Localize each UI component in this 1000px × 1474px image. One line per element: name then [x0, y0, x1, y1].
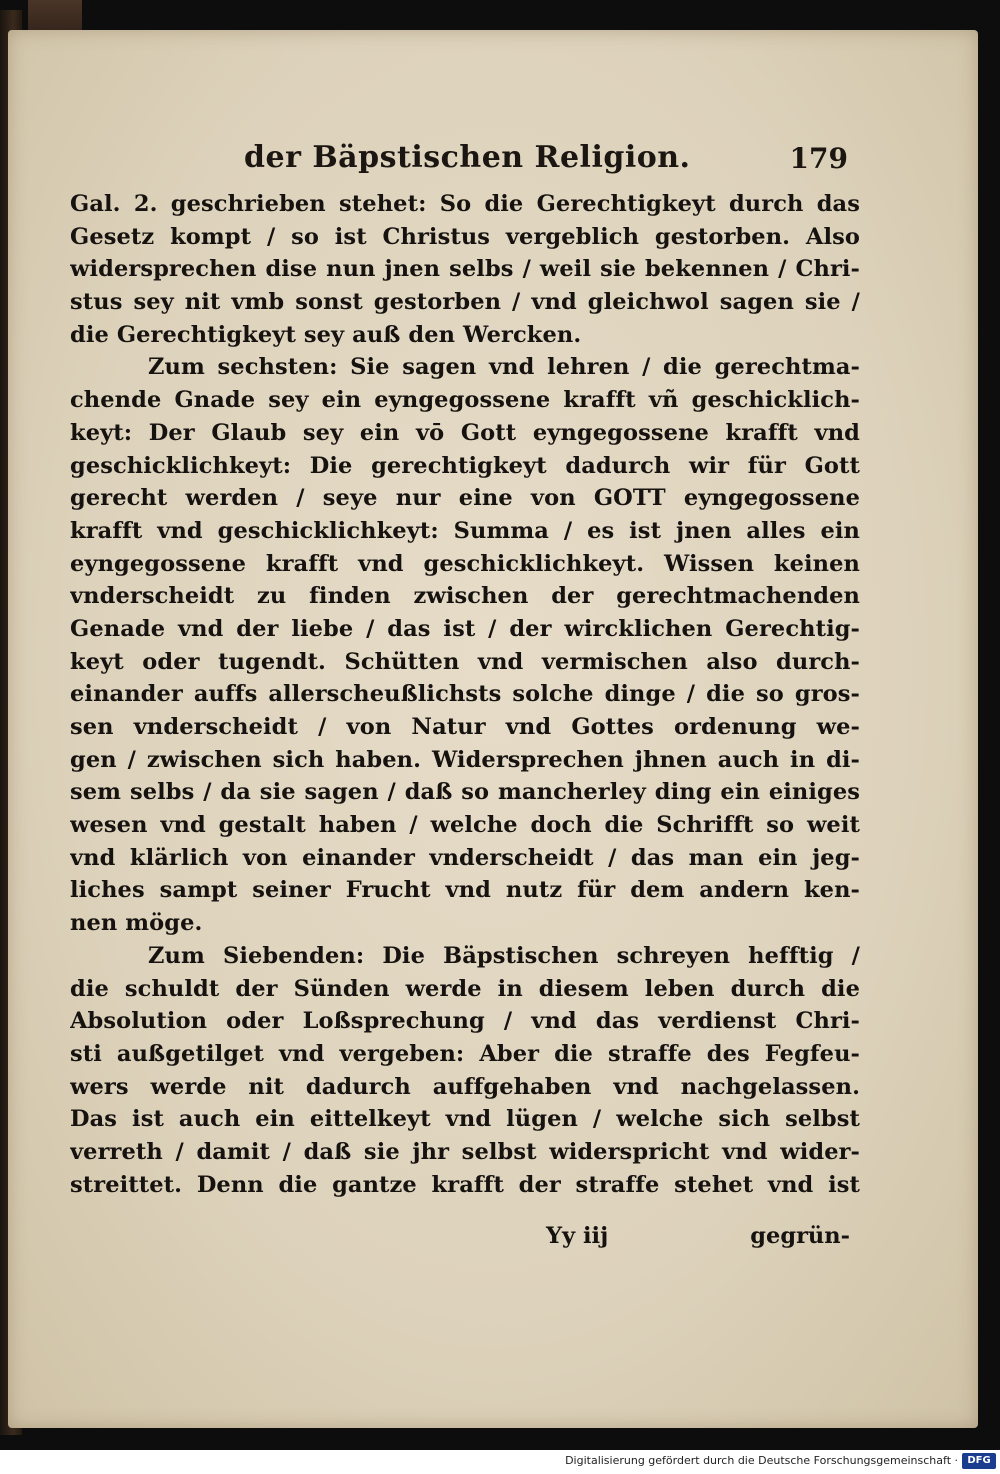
- text-line: widersprechen dise nun jnen selbs / weil sie bekennen / Chri-: [70, 256, 860, 283]
- dfg-logo: DFG: [962, 1453, 996, 1469]
- digitization-footer: [0, 1450, 1000, 1474]
- text-line: wers werde nit dadurch auffgehaben vnd nachgelassen.: [70, 1073, 860, 1100]
- text-line: Absolution oder Loßsprechung / vnd das verdienst Chri-: [70, 1008, 860, 1035]
- text-line: die Gerechtigkeyt sey auß den Wercken.: [70, 321, 582, 348]
- text-line: einander auffs allerscheußlichsts solche dinge / die so gros-: [70, 681, 860, 708]
- running-head: [68, 140, 848, 182]
- signature-mark: Yy iij: [546, 1223, 609, 1249]
- funding-credit: Digitalisierung gefördert durch die Deutsche Forschungsgemeinschaft ·: [565, 1454, 958, 1467]
- text-line: stus sey nit vmb sonst gestorben / vnd gleichwol sagen sie /: [70, 289, 860, 316]
- text-line: die schuldt der Sünden werde in diesem leben durch die: [70, 975, 860, 1002]
- text-line: Zum sechsten: Sie sagen vnd lehren / die gerechtma-: [148, 354, 860, 381]
- text-line: vnderscheidt zu finden zwischen der gerechtmachenden: [70, 583, 860, 610]
- text-line: streittet. Denn die gantze krafft der straffe stehet vnd ist: [70, 1171, 860, 1198]
- text-line: verreth / damit / daß sie jhr selbst widerspricht vnd wider-: [70, 1138, 860, 1165]
- text-line: krafft vnd geschicklichkeyt: Summa / es ist jnen alles ein: [70, 517, 860, 544]
- text-line: geschicklichkeyt: Die gerechtigkeyt dadurch wir für Gott: [70, 452, 860, 479]
- text-line: sen vnderscheidt / von Natur vnd Gottes ordenung we-: [70, 714, 860, 740]
- text-line: sem selbs / da sie sagen / daß so mancherley ding ein einiges: [70, 779, 860, 806]
- text-line: liches sampt seiner Frucht vnd nutz für dem andern ken-: [70, 877, 860, 904]
- signature-line: [70, 1223, 850, 1257]
- text-line: vnd klärlich von einander vnderscheidt / das man ein jeg-: [70, 844, 860, 871]
- text-line: Gesetz kompt / so ist Christus vergeblich gestorben. Also: [70, 223, 860, 250]
- text-line: eyngegossene krafft vnd geschicklichkeyt. Wissen keinen: [70, 550, 860, 577]
- running-title: der Bäpstischen Religion.: [244, 140, 691, 175]
- body-text: [70, 188, 860, 1201]
- text-line: Das ist auch ein eittelkeyt vnd lügen / welche sich selbst: [70, 1106, 860, 1133]
- text-line: sti außgetilget vnd vergeben: Aber die straffe des Fegfeu-: [70, 1040, 860, 1067]
- text-line: chende Gnade sey ein eyngegossene krafft vñ geschicklich-: [70, 387, 860, 414]
- text-line: Zum Siebenden: Die Bäpstischen schreyen hefftig /: [148, 942, 860, 969]
- text-line: Genade vnd der liebe / das ist / der wircklichen Gerechtig-: [70, 615, 860, 642]
- text-line: keyt oder tugendt. Schütten vnd vermischen also durch-: [70, 648, 860, 675]
- text-line: gen / zwischen sich haben. Widersprechen jhnen auch in di-: [70, 746, 860, 773]
- text-line: keyt: Der Glaub sey ein vō Gott eyngegossene krafft vnd: [70, 419, 860, 446]
- catchword: gegrün-: [750, 1223, 850, 1249]
- page-number: 179: [789, 142, 848, 175]
- text-line: gerecht werden / seye nur eine von GOTT eyngegossene: [70, 485, 860, 512]
- text-line: Gal. 2. geschrieben stehet: So die Gerechtigkeyt durch das: [70, 191, 860, 217]
- text-line: wesen vnd gestalt haben / welche doch die Schrifft so weit: [70, 812, 860, 839]
- book-page: [8, 30, 978, 1428]
- text-line: nen möge.: [70, 910, 203, 937]
